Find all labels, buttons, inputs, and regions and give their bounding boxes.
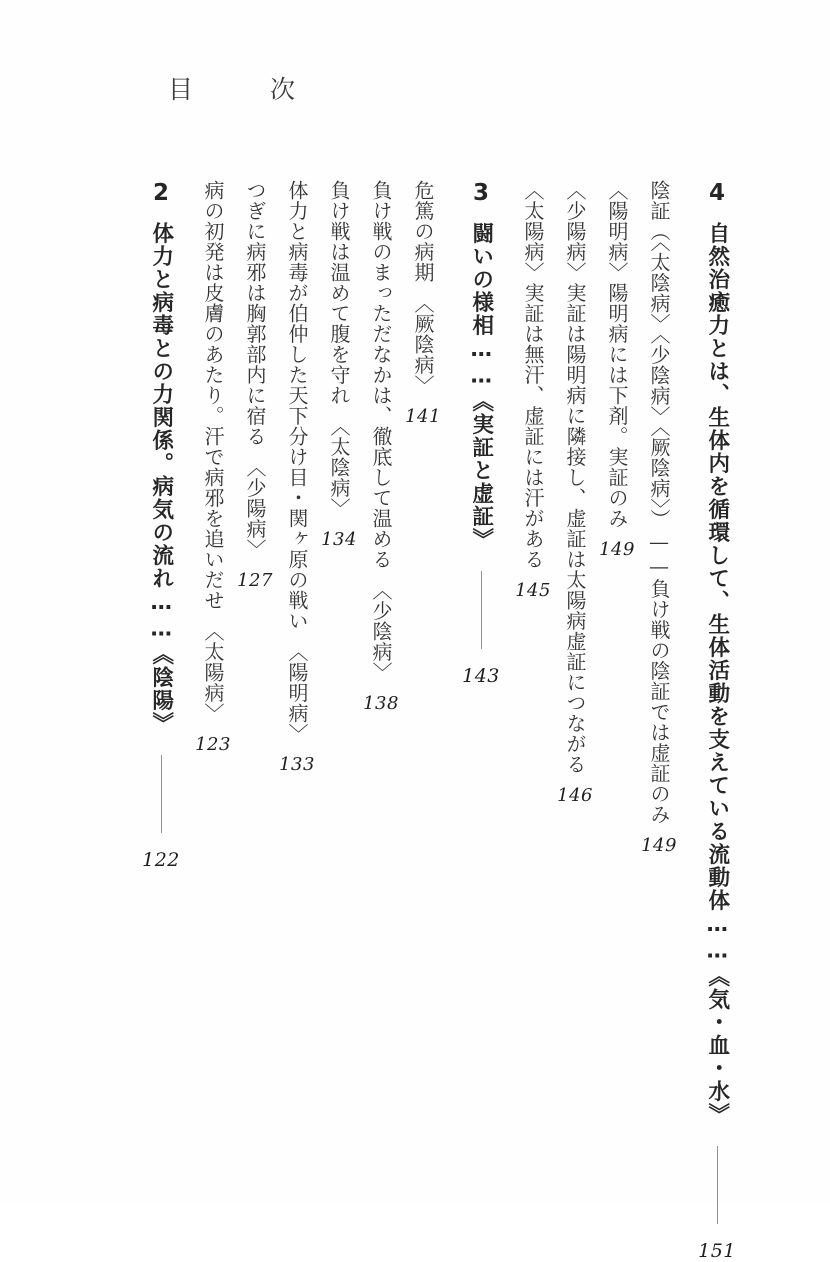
page-number: 127 xyxy=(237,569,273,591)
toc-sub-entry[interactable] xyxy=(279,180,315,775)
toc-sub-entry[interactable] xyxy=(363,180,399,714)
leader-rule xyxy=(717,1146,718,1224)
entry-title: 〈陽明病〉陽明病には下剤。実証のみ xyxy=(605,180,629,529)
toc-section-entry[interactable] xyxy=(700,180,734,1262)
page-title: 目 次 xyxy=(168,75,322,104)
page-number: 123 xyxy=(195,733,231,755)
entry-title: 体力と病毒が伯仲した天下分け目・関ヶ原の戦い 〈陽明病〉 xyxy=(285,180,309,744)
toc-sub-entry[interactable] xyxy=(195,180,231,755)
toc-sub-entry[interactable] xyxy=(515,180,551,601)
entry-title: 病の初発は皮膚のあたり。汗で病邪を追いだせ 〈太陽病〉 xyxy=(201,180,225,724)
section-title: 闘いの様相……《実証と虚証》 xyxy=(468,222,494,551)
page-number: 149 xyxy=(599,538,635,560)
page-number: 145 xyxy=(515,579,551,601)
page-number: 138 xyxy=(363,692,399,714)
entry-title: 負け戦のまっただなかは、徹底して温める 〈少陰病〉 xyxy=(369,180,393,683)
page-number: 122 xyxy=(142,849,180,871)
entry-title: 〈太陽病〉実証は無汗、虚証には汗がある xyxy=(521,180,545,570)
entry-title: 陰証（〈太陰病〉〈少陰病〉〈厥陰病〉）——負け戦の陰証では虚証のみ xyxy=(647,180,671,825)
page-number: 141 xyxy=(405,405,441,427)
toc-section-entry[interactable] xyxy=(464,180,498,687)
page-number: 134 xyxy=(321,528,357,550)
leader-rule xyxy=(161,755,162,833)
toc-sub-entry[interactable] xyxy=(599,180,635,560)
toc-sub-entry[interactable] xyxy=(237,180,273,591)
toc-entry-list xyxy=(124,180,748,1262)
page-number: 149 xyxy=(641,834,677,856)
section-title: 自然治癒力とは、生体内を循環して、生体活動を支えている流動体……《気・血・水》 xyxy=(704,222,730,1126)
toc-sub-entry[interactable] xyxy=(557,180,593,806)
toc-sub-entry[interactable] xyxy=(321,180,357,550)
page-number: 151 xyxy=(698,1240,736,1262)
entry-title: 〈少陽病〉実証は陽明病に隣接し、虚証は太陽病虚証につながる xyxy=(563,180,587,775)
page-number: 133 xyxy=(279,754,315,775)
section-number: 3 xyxy=(472,180,489,206)
page-number: 143 xyxy=(462,665,500,687)
toc-section-entry[interactable] xyxy=(144,180,178,871)
toc-sub-entry[interactable] xyxy=(641,180,677,856)
section-number: 4 xyxy=(708,180,725,206)
entry-title: つぎに病邪は胸郭部内に宿る 〈少陽病〉 xyxy=(243,180,267,560)
section-title: 体力と病毒との力関係。病気の流れ……《陰陽》 xyxy=(148,222,174,735)
section-number: 2 xyxy=(152,180,169,206)
page-number: 146 xyxy=(557,784,593,806)
leader-rule xyxy=(481,571,482,649)
entry-title: 負け戦は温めて腹を守れ 〈太陰病〉 xyxy=(327,180,351,519)
toc-sub-entry[interactable] xyxy=(405,180,441,427)
entry-title: 危篤の病期 〈厥陰病〉 xyxy=(411,180,435,396)
